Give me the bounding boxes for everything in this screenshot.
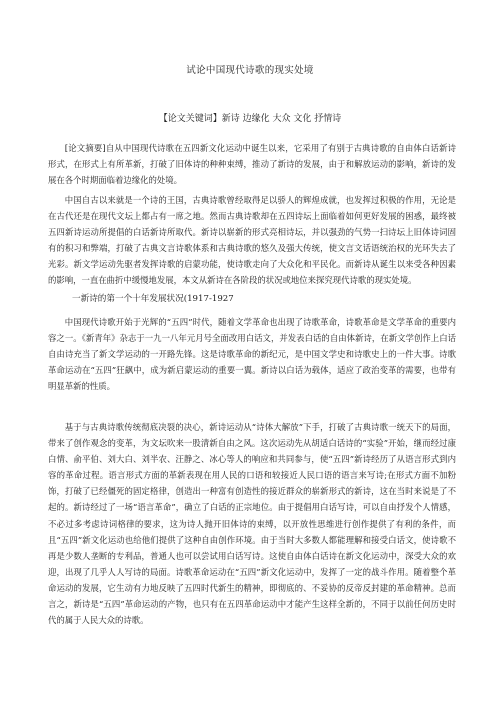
- keywords-line: 【论文关键词】新诗 边缘化 大众 文化 抒情诗: [158, 114, 342, 124]
- section-paragraph-2: 基于与古典诗歌传统彻底决裂的决心，新诗运动从“诗体大解放”下手，打破了古典诗歌一统天下的局面，带来了创作观念的变革，为文坛吹来一股清新自由之风。这次运动先从胡适白话诗的“实验”开始，继而经过康白情、俞平伯、刘大白、刘半农、汪静之、冰心等人的响应和共同参与，使“五四”新诗经历了从语言形式到内容的革命过程。语言形式方面的革新表现在用人民的口语和较接近人民口语的语言来写诗;在形式方面不加粉饰，打破了已经僵死的固定格律，创造出一种富有创造性的接近群众的崭新形式的新诗，这在当时来说是了不起的。新诗经过了一场“语言革命”，确立了白话的正宗地位。由于提倡用白话写诗，可以自由抒发个人情感，不必过多考虑诗词格律的要求，这为诗人抛开旧体诗的束缚，以开放性思维进行创作提供了有利的条件，而且“五四”新文化运动也给他们提供了这种自由创作环境。由于当时大多数人都能理解和接受白话文，使诗歌不再是少数人垄断的专利品，普通人也可以尝试用白话写诗。这使自由体白话诗在新文化运动中，深受大众的欢迎，出现了几乎人人写诗的局面。诗歌革命运动在“五四”新文化运动中，发挥了一定的战斗作用。随着整个革命运动的发展，它生动有力地反映了五四时代新生的精神，即彻底的、不妥协的反帝反封建的革命精神。总而言之，新诗是“五四”革命运动的产物，也只有在五四革命运动中才能产生这样全新的，不同于以前任何历史时代的属于人民大众的诗歌。: [48, 422, 456, 626]
- intro-paragraph: 中国自古以来就是一个诗的王国，古典诗歌曾经取得足以骄人的辉煌成就，也发挥过积极的作用，无论是在古代还是在现代文坛上都占有一席之地。然而古典诗歌却在五四诗坛上面临着如何更好发展的困惑，最终被五四新诗运动所提倡的白话新诗所取代。新诗以崭新的形式亮相诗坛，并以强劲的气势一扫诗坛上旧体诗词固有的积习和弊端，打破了古典文言诗歌体系和古典诗歌的悠久及强大传统，使文言文话语统治权的光环失去了光彩。新文学运动先驱者发挥诗歌的启蒙功能，使诗歌走向了大众化和平民化。而新诗从诞生以来受各种因素的影响，一直在曲折中缓慢地发展，本文从新诗在各阶段的状况或地位来探究现代诗歌的现实处境。: [48, 195, 456, 286]
- abstract-paragraph: [论文摘要]自从中国现代诗歌在五四新文化运动中诞生以来，它采用了有别于古典诗歌的自由体白话新诗形式，在形式上有所革新，打破了旧体诗的种种束缚，推动了新诗的发展，由于和解放运动的影响，新诗的发展在各个时期面临着边缘化的处境。: [48, 143, 456, 186]
- section-paragraph-1: 中国现代诗歌开始于光辉的“五四”时代，随着文学革命也出现了诗歌革命，诗歌革命是文学革命的重要内容之一。《新青年》杂志于一九一八年元月号全面改用白话文，并发表白话的自由体新诗，在新文学创作上白话自由诗充当了新文学运动的一开路先锋。这是诗歌革命的新纪元，是中国文学史和诗歌史上的一件大事。诗歌革命运动在“五四”狂飙中，成为新启蒙运动的重要一翼。新诗以白话为载体，适应了政治变革的需要，也带有明显革新的性质。: [48, 317, 456, 392]
- document-title: 试论中国现代诗歌的现实处境: [186, 65, 314, 76]
- section-heading: 一新诗的第一个十年发展状况(1917-1927: [72, 294, 234, 304]
